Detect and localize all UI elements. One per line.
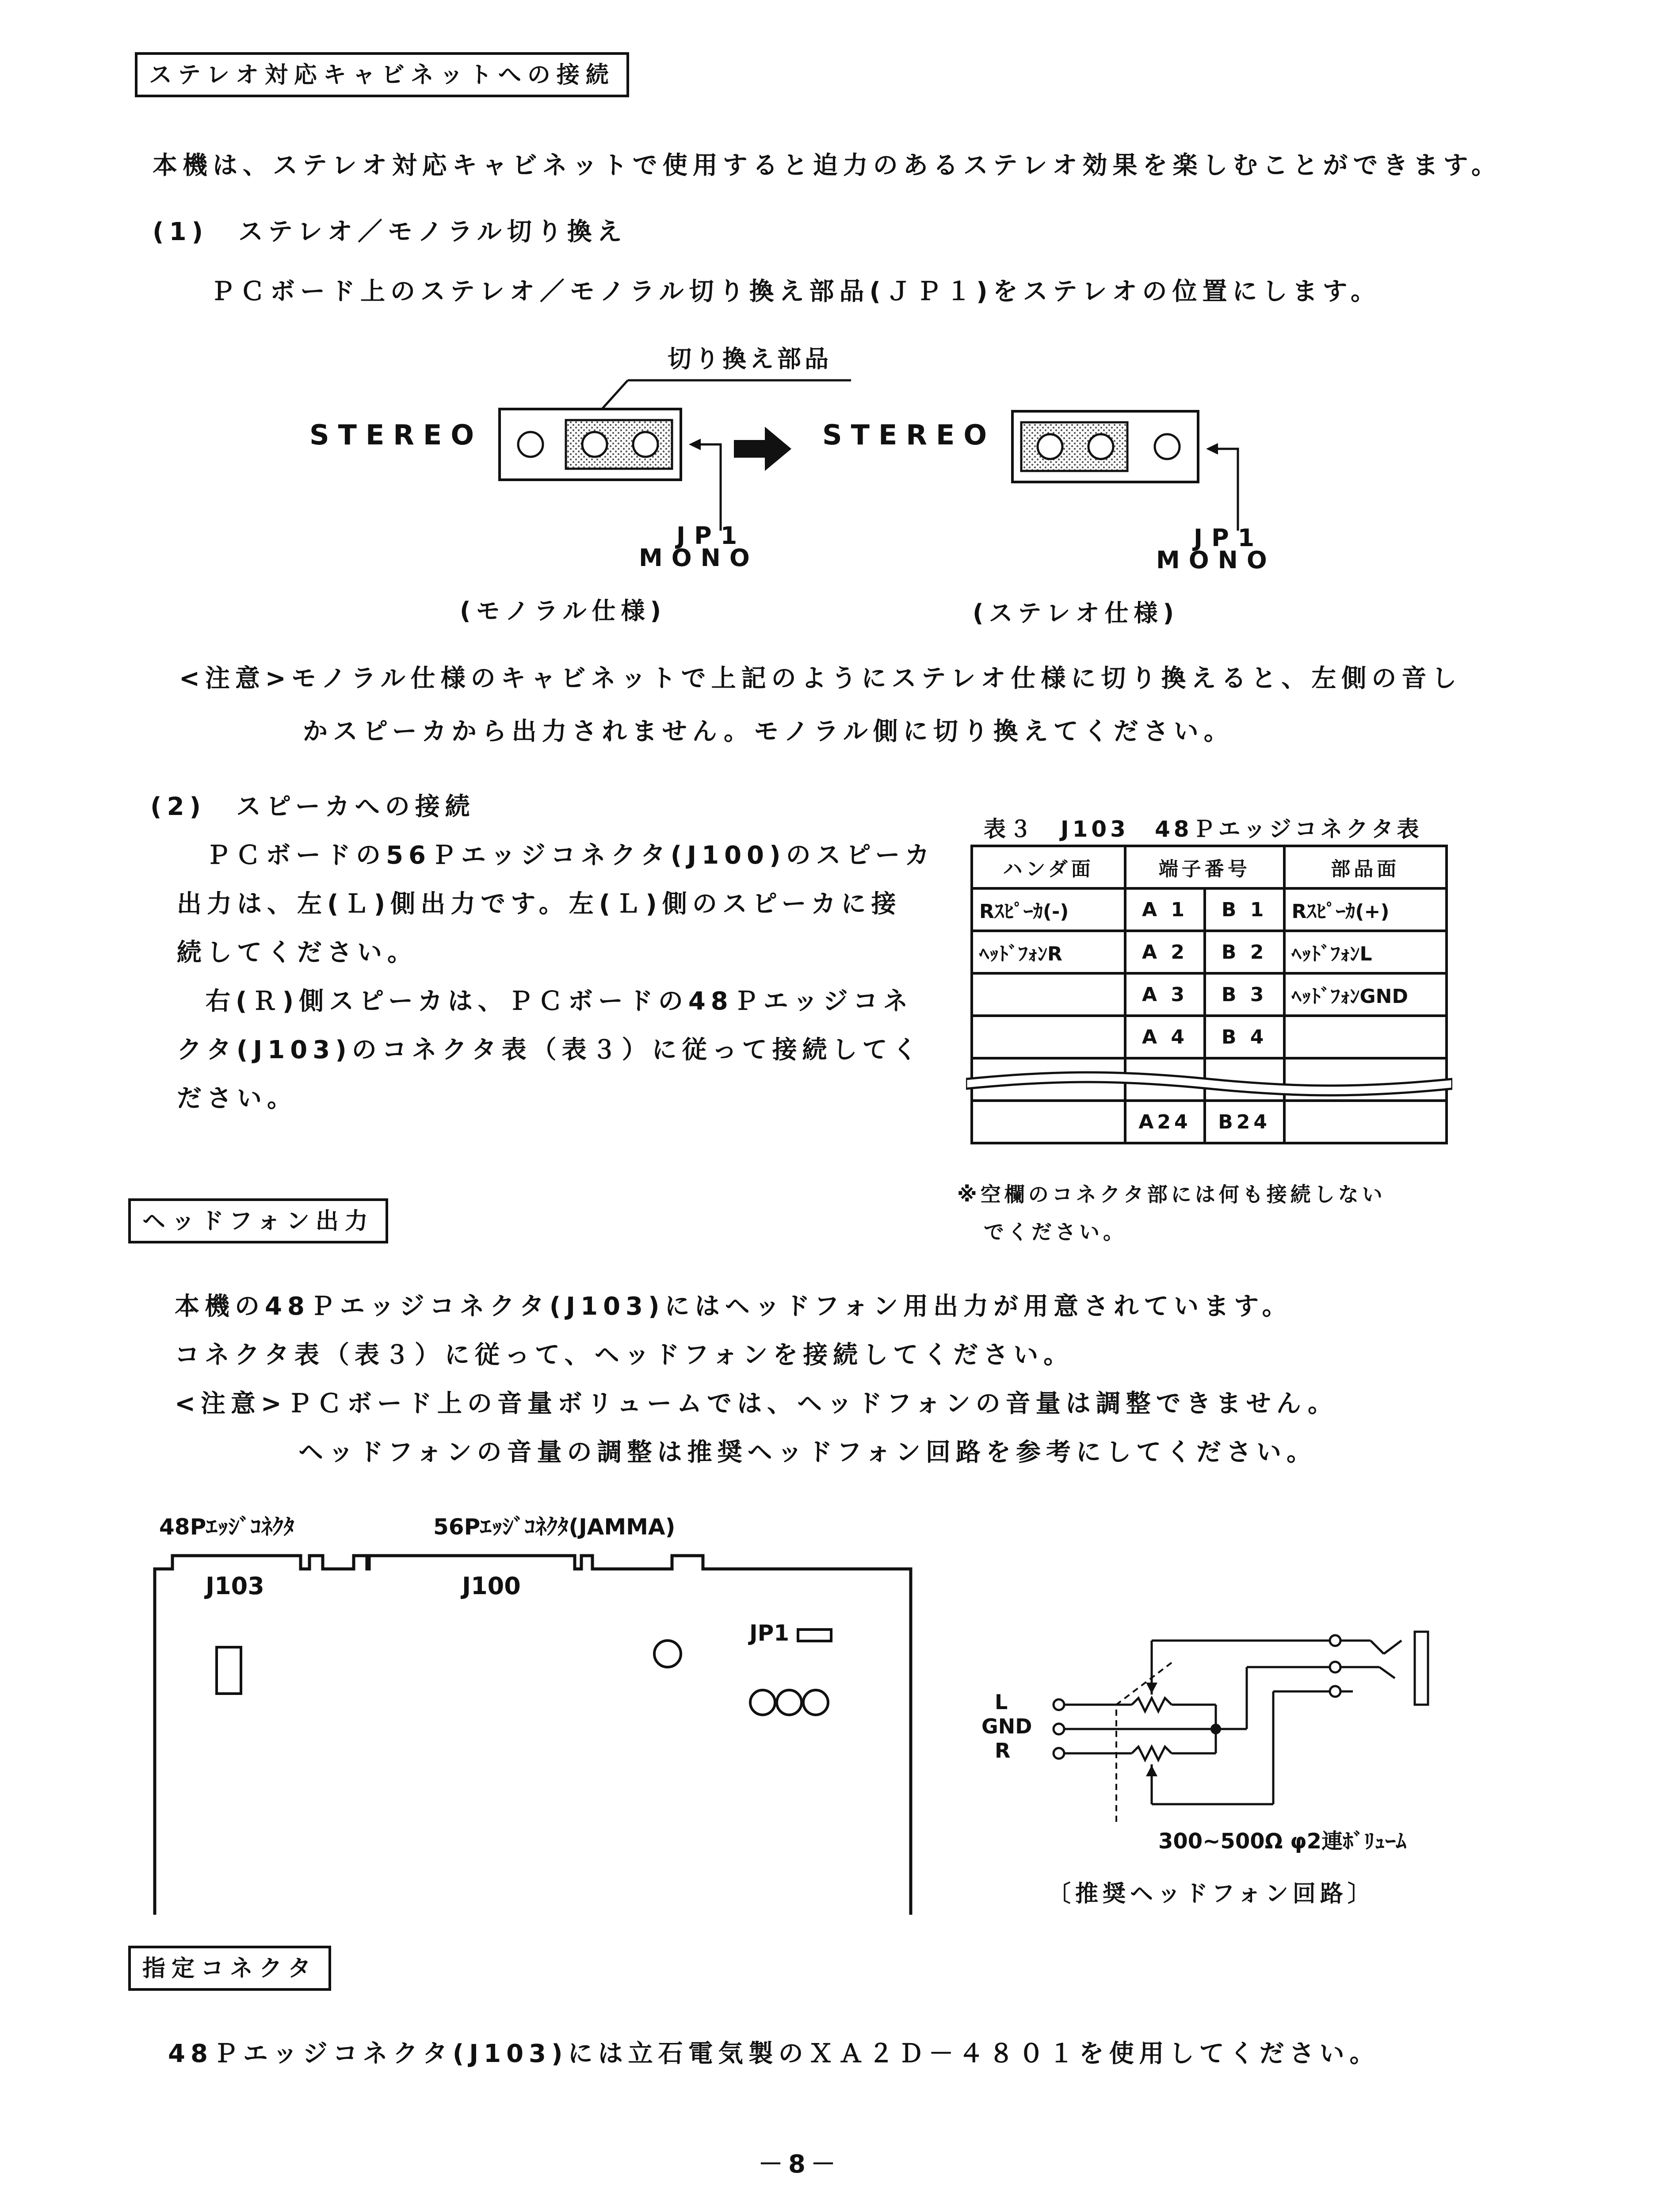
board-outline (155, 1556, 911, 1915)
jp1-board-label: JP1 (749, 1620, 790, 1646)
item1-body: ＰＣボード上のステレオ／モノラル切り換え部品(ＪＰ１)をステレオの位置にします。 (210, 277, 1381, 306)
item2-line-2: 出力は、左(Ｌ)側出力です。左(Ｌ)側のスピーカに接 (177, 890, 901, 918)
table-cell: Rｽﾋﾟｰｶ(-) (972, 888, 1125, 931)
table-cell: B24 (1205, 1101, 1284, 1143)
stereo-label-right: STEREO (822, 419, 996, 451)
page-number: －8－ (758, 2150, 841, 2179)
table-cell: A 4 (1125, 1016, 1205, 1058)
volume-label: 300~500Ω φ2連ﾎﾞﾘｭｰﾑ (1158, 1829, 1407, 1854)
table-cell: B 1 (1205, 888, 1284, 931)
volume-knob (654, 1641, 681, 1667)
item2-line-5: クタ(J103)のコネクタ表（表３）に従って接続してく (177, 1036, 923, 1064)
pc-board-diagram (146, 1503, 942, 1919)
table-cell: ﾍｯﾄﾞﾌｫﾝL (1284, 931, 1447, 973)
table-header-row (972, 846, 1447, 888)
caption-mono: (モノラル仕様) (460, 597, 667, 625)
item1-title: (1) ステレオ／モノラル切り換え (153, 218, 627, 246)
section-heading-connector: 指定コネクタ (128, 1946, 331, 1991)
table3-caption: 表３ J103 48Ｐエッジコネクタ表 (984, 816, 1423, 842)
table-header: ハンダ面 (972, 846, 1125, 888)
table-cell: A24 (1125, 1101, 1205, 1143)
table-cell: B 2 (1205, 931, 1284, 973)
right-arrow-icon (734, 427, 791, 471)
table-cell: Rｽﾋﾟｰｶ(+) (1284, 888, 1447, 931)
note-line-1: <注意>モノラル仕様のキャビネットで上記のようにステレオ仕様に切り換えると、左側の音し (179, 664, 1462, 693)
headphone-line-2: コネクタ表（表３）に従って、ヘッドフォンを接続してください。 (175, 1341, 1074, 1369)
table-cell: ﾍｯﾄﾞﾌｫﾝR (972, 931, 1125, 973)
jp1-label-right: JP1 (1194, 524, 1264, 552)
item2-line-1: ＰＣボードの56Ｐエッジコネクタ(J100)のスピーカ (206, 841, 935, 870)
j103-label: J103 (206, 1572, 264, 1600)
section-heading-stereo: ステレオ対応キャビネットへの接続 (135, 52, 629, 97)
note-line-2: かスピーカから出力されません。モノラル側に切り換えてください。 (303, 717, 1234, 746)
circuit-r-label: R (995, 1739, 1011, 1763)
headphone-line-4: ヘッドフォンの音量の調整は推奨ヘッドフォン回路を参考にしてください。 (298, 1438, 1317, 1467)
item2-title: (2) スピーカへの接続 (150, 792, 475, 821)
mono-label-left: MONO (639, 544, 759, 572)
item2-line-4: 右(Ｒ)側スピーカは、ＰＣボードの48Ｐエッジコネ (206, 987, 913, 1016)
headphone-circuit (964, 1592, 1472, 1928)
table-row (972, 931, 1447, 973)
jp1-label-left: JP1 (676, 522, 746, 550)
item2-line-6: ださい。 (177, 1084, 297, 1113)
board-component (217, 1647, 241, 1694)
jp1-jumper (798, 1630, 831, 1641)
stereo-intro-text: 本機は、ステレオ対応キャビネットで使用すると迫力のあるステレオ効果を楽しむことができます。 (153, 151, 1502, 180)
board-label-56p: 56Pｴｯｼﾞｺﾈｸﾀ(JAMMA) (433, 1514, 676, 1540)
table-row (972, 1016, 1447, 1058)
jumper-diagram (283, 336, 1300, 646)
circuit-caption: 〔推奨ヘッドフォン回路〕 (1048, 1881, 1375, 1907)
board-label-48p: 48Pｴｯｼﾞｺﾈｸﾀ (159, 1514, 295, 1540)
j100-label: J100 (462, 1572, 521, 1600)
table-header: 部品面 (1284, 846, 1447, 888)
table-row (972, 973, 1447, 1016)
table-cell (972, 973, 1125, 1016)
table-cell: A 2 (1125, 931, 1205, 973)
table-cell (1284, 1016, 1447, 1058)
table-row (972, 1101, 1447, 1143)
circuit-l-label: L (995, 1690, 1008, 1714)
table-cell: B 4 (1205, 1016, 1284, 1058)
circuit-gnd-label: GND (981, 1714, 1032, 1738)
mono-label-right: MONO (1156, 546, 1276, 574)
table-cell: ﾍｯﾄﾞﾌｫﾝGND (1284, 973, 1447, 1016)
headphone-line-1: 本機の48Ｐエッジコネクタ(J103)にはヘッドフォン用出力が用意されています。 (175, 1292, 1292, 1321)
table-cell (1284, 1101, 1447, 1143)
table-note-2: でください。 (984, 1220, 1127, 1244)
table-note-1: ※空欄のコネクタ部には何も接続しない (957, 1182, 1386, 1206)
section-heading-headphone: ヘッドフォン出力 (128, 1198, 388, 1243)
headphone-line-3: <注意>ＰＣボード上の音量ボリュームでは、ヘッドフォンの音量は調整できません。 (175, 1389, 1338, 1418)
connector-table (970, 845, 1448, 1144)
table-break-wave (966, 1070, 1452, 1097)
table-cell: A 3 (1125, 973, 1205, 1016)
caption-stereo: (ステレオ仕様) (973, 599, 1180, 627)
table-row (972, 888, 1447, 931)
stereo-label-left: STEREO (309, 419, 483, 451)
connector-spec-text: 48Ｐエッジコネクタ(J103)には立石電気製のＸＡ２Ｄ－４８０１を使用してください。 (168, 2039, 1380, 2068)
table-cell: B 3 (1205, 973, 1284, 1016)
table-cell (972, 1101, 1125, 1143)
part-label: 切り換え部品 (668, 345, 832, 373)
table-cell (972, 1016, 1125, 1058)
table-cell: A 1 (1125, 888, 1205, 931)
table-header: 端子番号 (1125, 846, 1284, 888)
item2-line-3: 続してください。 (177, 938, 417, 967)
